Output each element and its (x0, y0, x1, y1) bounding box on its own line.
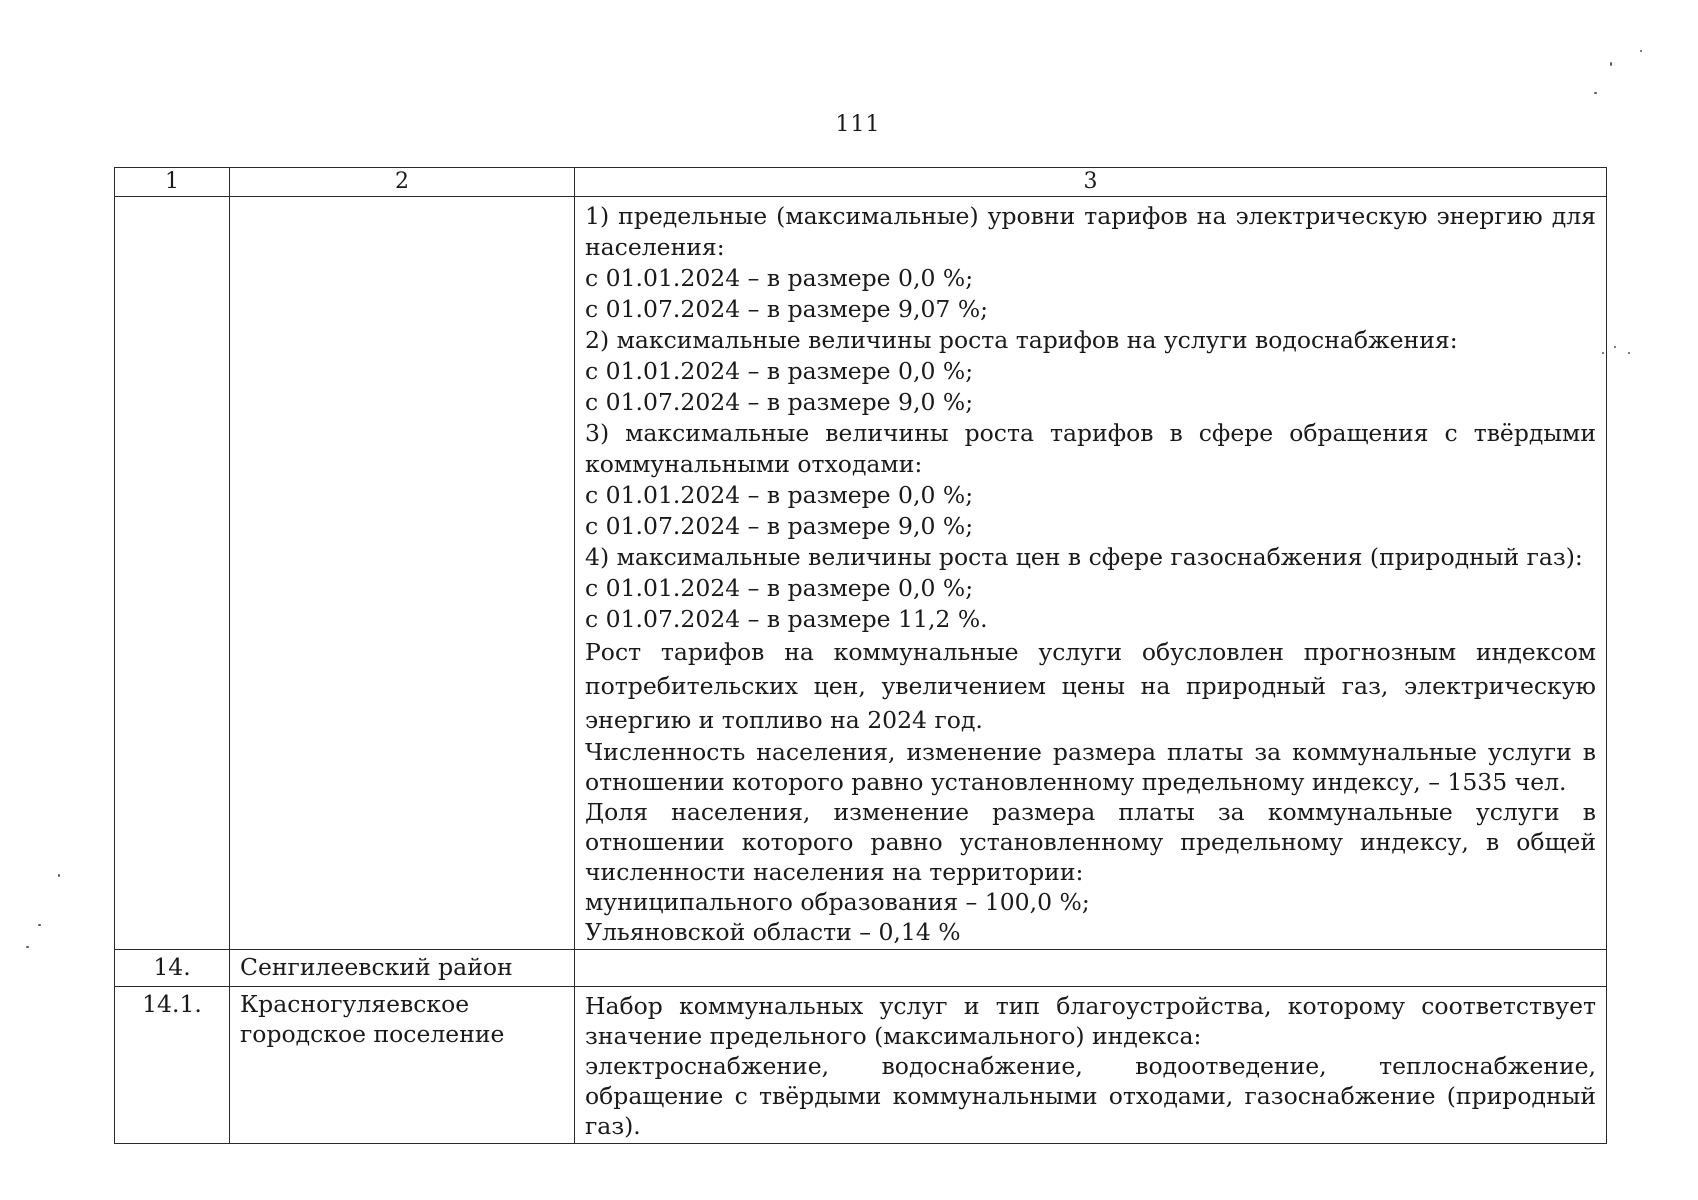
scan-speck (1610, 62, 1612, 66)
tariff-table (114, 167, 1607, 1144)
paragraph-line: 1) предельные (максимальные) уровни тарифов на электрическую энергию для населения: (585, 202, 1596, 261)
paragraph-line: Набор коммунальных услуг и тип благоустройства, которому соответствует значение предельного (максимального) индекса: (585, 992, 1596, 1050)
continuation-text (585, 201, 1596, 947)
header-col-2: 2 (230, 168, 575, 197)
district-content (575, 950, 1607, 987)
scan-speck (38, 924, 41, 926)
table-header-row (115, 168, 1607, 197)
header-col-3: 3 (575, 168, 1607, 197)
paragraph-line: Численность населения, изменение размера платы за коммунальные услуги в отношении которого равно установленному предельному индексу, – 1535 чел. (585, 738, 1596, 796)
paragraph-line: Ульяновской области – 0,14 % (585, 918, 961, 946)
scan-speck (1640, 50, 1642, 52)
paragraph-line: с 01.07.2024 – в размере 9,0 %; (585, 512, 974, 540)
scan-speck (1628, 352, 1630, 354)
settlement-text (585, 991, 1596, 1141)
continuation-number-cell (115, 197, 230, 950)
paragraph-line: с 01.01.2024 – в размере 0,0 %; (585, 481, 974, 509)
district-row (115, 950, 1607, 987)
paragraph-line: Рост тарифов на коммунальные услуги обусловлен прогнозным индексом потребительских цен, увеличением цены на природный газ, электрическую энергию и топливо на 2024 год. (585, 638, 1596, 734)
continuation-content-cell (575, 197, 1607, 950)
scan-speck (26, 946, 29, 948)
paragraph-line: с 01.07.2024 – в размере 9,0 %; (585, 388, 974, 416)
paragraph-line: 2) максимальные величины роста тарифов на услуги водоснабжения: (585, 326, 1458, 354)
settlement-number: 14.1. (115, 987, 230, 1144)
continuation-name-cell (230, 197, 575, 950)
paragraph-line: с 01.01.2024 – в размере 0,0 %; (585, 264, 974, 292)
scan-speck (1614, 346, 1616, 348)
settlement-content-cell (575, 987, 1607, 1144)
page-number: 111 (835, 112, 881, 137)
header-col-1: 1 (115, 168, 230, 197)
scan-speck (1594, 92, 1597, 94)
paragraph-line: с 01.07.2024 – в размере 9,07 %; (585, 295, 989, 323)
continuation-row (115, 197, 1607, 950)
scan-speck (1602, 352, 1604, 354)
paragraph-line: 4) максимальные величины роста цен в сфере газоснабжения (природный газ): (585, 543, 1583, 571)
settlement-name: Красногуляевское городское поселение (230, 987, 575, 1144)
district-number: 14. (115, 950, 230, 987)
paragraph-line: муниципального образования – 100,0 %; (585, 888, 1090, 916)
district-name: Сенгилеевский район (230, 950, 575, 987)
paragraph-line: с 01.07.2024 – в размере 11,2 %. (585, 605, 988, 633)
paragraph-line: с 01.01.2024 – в размере 0,0 %; (585, 357, 974, 385)
paragraph-line: 3) максимальные величины роста тарифов в сфере обращения с твёрдыми коммунальными отходами: (585, 419, 1596, 478)
settlement-row (115, 987, 1607, 1144)
scan-speck (58, 874, 60, 877)
paragraph-line: электроснабжение, водоснабжение, водоотведение, теплоснабжение, обращение с твёрдыми коммунальными отходами, газоснабжение (природный газ). (585, 1052, 1596, 1140)
paragraph-line: Доля населения, изменение размера платы за коммунальные услуги в отношении которого равно установленному предельному индексу, в общей численности населения на территории: (585, 798, 1596, 886)
paragraph-line: с 01.01.2024 – в размере 0,0 %; (585, 574, 974, 602)
